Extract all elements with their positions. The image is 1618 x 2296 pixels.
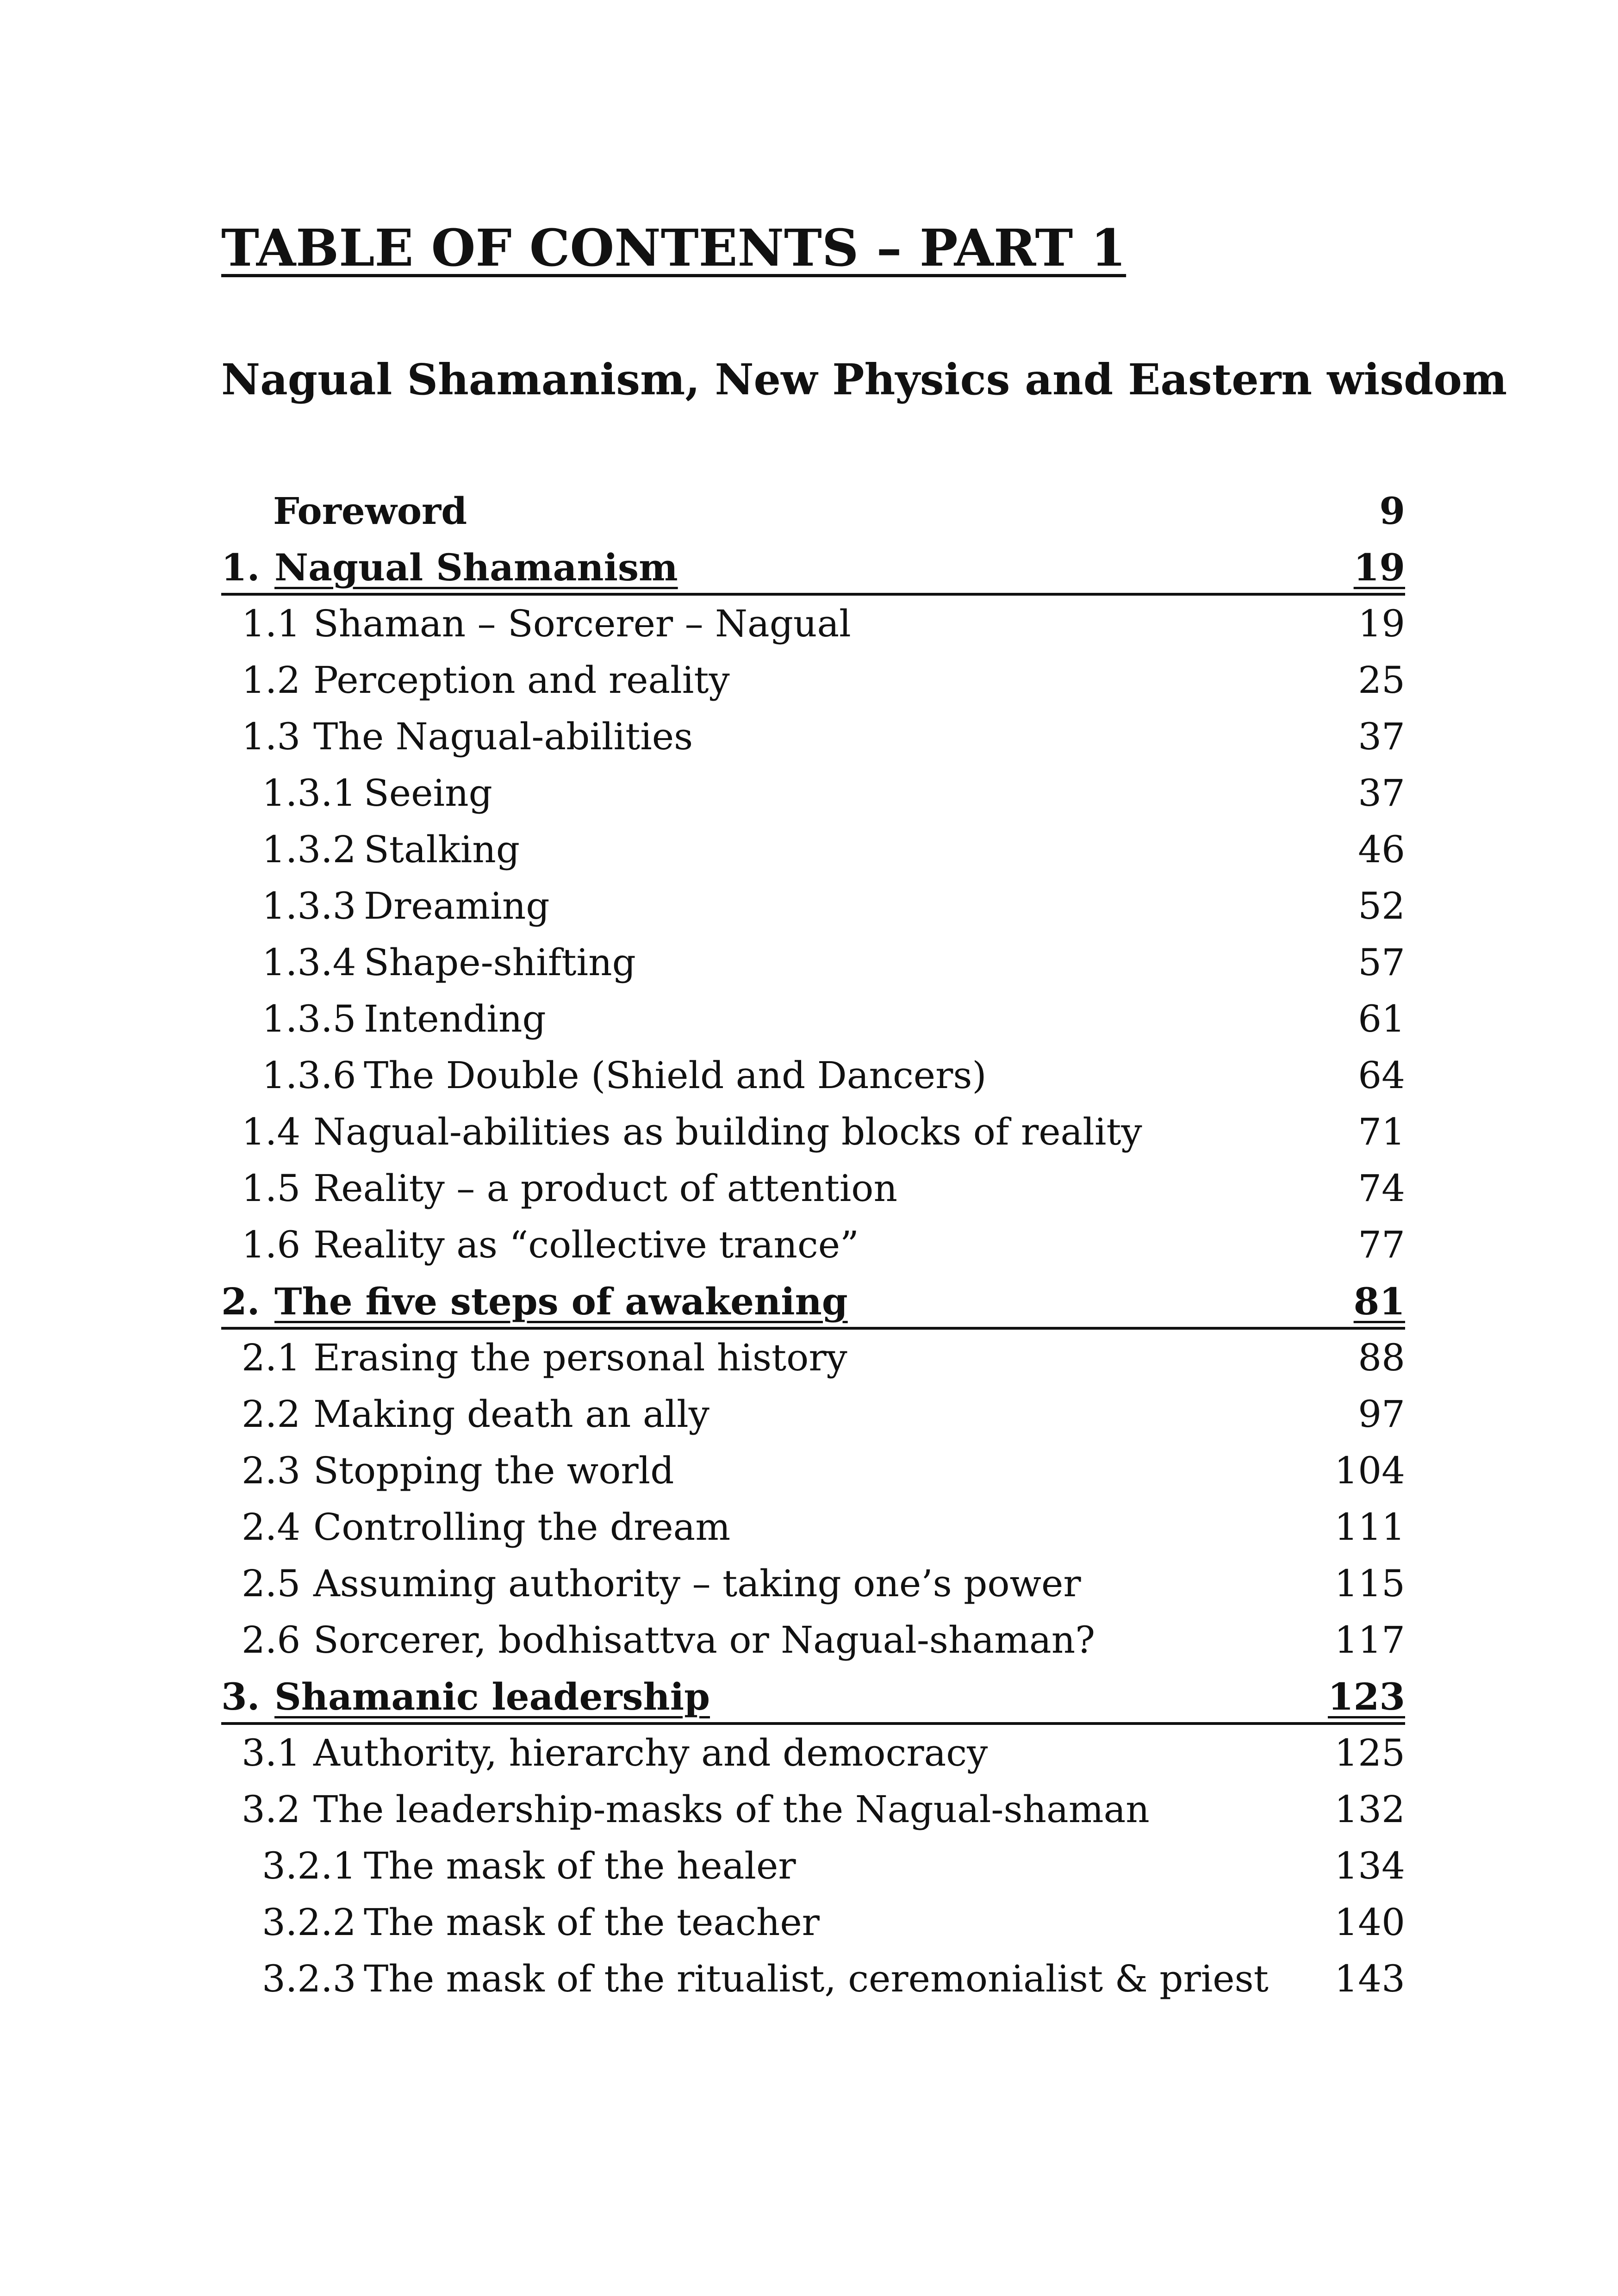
toc-entry-number: 2.6 xyxy=(242,1618,301,1661)
toc-page-number: 61 xyxy=(1358,997,1405,1040)
toc-page-number: 9 xyxy=(1379,489,1405,533)
toc-page-number: 64 xyxy=(1358,1054,1405,1097)
toc-entry-label xyxy=(262,991,546,1047)
toc-entry-text: Stalking xyxy=(364,828,520,871)
toc-entry xyxy=(221,934,1405,991)
toc-entry-text: Erasing the personal history xyxy=(313,1336,847,1379)
toc-chapter-2 xyxy=(221,1273,1405,1330)
toc-entry-number: 1.2 xyxy=(242,659,301,702)
toc-entry-number: 1.3 xyxy=(242,715,301,758)
toc-entry-number: 2.5 xyxy=(242,1562,301,1605)
toc-entry-number: 3.2 xyxy=(242,1788,301,1831)
toc-entry-number: 3.1 xyxy=(242,1731,301,1774)
toc-entry-label xyxy=(242,1781,1150,1838)
toc-entry-label xyxy=(242,1160,897,1217)
toc-page-number: 111 xyxy=(1334,1506,1405,1549)
toc-entry xyxy=(221,1499,1405,1556)
toc-page-number: 115 xyxy=(1334,1562,1405,1605)
toc-entry xyxy=(221,821,1405,878)
toc-entry-label xyxy=(262,1894,820,1951)
toc-entry xyxy=(221,652,1405,709)
toc-entry-text: Authority, hierarchy and democracy xyxy=(313,1731,988,1774)
toc-entry-number: 3.2.1 xyxy=(262,1844,356,1887)
toc-page-number: 52 xyxy=(1358,884,1405,927)
toc-entry xyxy=(221,991,1405,1047)
toc-page-number: 132 xyxy=(1334,1788,1405,1831)
toc-entry xyxy=(221,1612,1405,1668)
toc-entry-number: 2.3 xyxy=(242,1449,301,1492)
toc-entry-text: Perception and reality xyxy=(313,659,730,702)
toc-entry-text: Reality as “collective trance” xyxy=(313,1223,859,1266)
toc-page-number: 88 xyxy=(1358,1336,1405,1379)
toc-page-number: 19 xyxy=(1358,602,1405,645)
toc-entry-label xyxy=(262,1838,796,1894)
toc-entry-text: Nagual Shamanism xyxy=(274,546,678,589)
toc-entry-label xyxy=(221,1273,848,1330)
toc-entry-label xyxy=(242,709,693,765)
toc-entry-label xyxy=(242,652,730,709)
toc-entry xyxy=(221,1556,1405,1612)
toc-entry xyxy=(221,1781,1405,1838)
toc-entry-number: 3.2.3 xyxy=(262,1957,356,2000)
toc-entry xyxy=(221,1386,1405,1443)
toc-entry-number: 2.2 xyxy=(242,1393,301,1436)
toc-entry xyxy=(221,765,1405,821)
toc-entry-text: Seeing xyxy=(364,772,492,815)
toc-entry-number: 1. xyxy=(221,546,260,589)
toc-entry-label xyxy=(242,1725,988,1781)
toc-entry-text: The Double (Shield and Dancers) xyxy=(364,1054,987,1097)
toc-entry-number: 1.1 xyxy=(242,602,301,645)
toc-entry-text: Reality – a product of attention xyxy=(313,1167,897,1210)
toc-page-number: 123 xyxy=(1328,1675,1405,1718)
toc-entry xyxy=(221,1443,1405,1499)
toc-entry xyxy=(221,878,1405,934)
toc-entry-label xyxy=(242,596,851,652)
toc-entry-text: The mask of the ritualist, ceremonialist & priest xyxy=(364,1957,1269,2000)
toc-entry-text: Foreword xyxy=(273,489,467,533)
toc-entry xyxy=(221,1160,1405,1217)
toc-entry-label xyxy=(262,878,550,934)
toc-entry-label xyxy=(221,1668,710,1725)
toc-page-number: 97 xyxy=(1358,1393,1405,1436)
toc-entry-number: 2.4 xyxy=(242,1506,301,1549)
toc-entry-label xyxy=(242,1217,859,1273)
toc-entry-number: 1.6 xyxy=(242,1223,301,1266)
page-title: TABLE OF CONTENTS – PART 1 xyxy=(221,218,1126,278)
toc-entry-text: Shaman – Sorcerer – Nagual xyxy=(313,602,851,645)
toc-page-number: 19 xyxy=(1353,546,1405,589)
toc-entry-label xyxy=(262,821,520,878)
toc-entry-text: The mask of the healer xyxy=(364,1844,796,1887)
toc-entry-label xyxy=(273,483,467,539)
toc-entry-text: Stopping the world xyxy=(313,1449,674,1492)
toc-entry-text: Shape-shifting xyxy=(364,941,636,984)
toc-page-number: 104 xyxy=(1334,1449,1405,1492)
toc-entry-number: 1.3.1 xyxy=(262,772,356,815)
toc-entry xyxy=(221,596,1405,652)
toc-page-number: 37 xyxy=(1358,715,1405,758)
toc-page-number: 125 xyxy=(1334,1731,1405,1774)
toc-entry-number: 2. xyxy=(221,1280,260,1323)
toc-entry-label xyxy=(242,1612,1095,1668)
toc-entry-number: 1.3.3 xyxy=(262,884,356,927)
toc-entry xyxy=(221,1725,1405,1781)
toc-entry-text: The leadership-masks of the Nagual-shaman xyxy=(313,1788,1150,1831)
toc-page-number: 74 xyxy=(1358,1167,1405,1210)
toc-page-number: 25 xyxy=(1358,659,1405,702)
toc-entry xyxy=(221,1047,1405,1104)
toc-entry-foreword xyxy=(221,483,1405,539)
toc-entry-text: Controlling the dream xyxy=(313,1506,731,1549)
toc-entry-number: 2.1 xyxy=(242,1336,301,1379)
toc-entry xyxy=(221,1951,1405,2007)
toc-entry-text: The five steps of awakening xyxy=(274,1280,848,1323)
toc-entry-number: 3. xyxy=(221,1675,260,1718)
toc-chapter-1 xyxy=(221,539,1405,596)
toc-entry-label xyxy=(242,1556,1081,1612)
toc-entry xyxy=(221,709,1405,765)
toc-entry-text: Making death an ally xyxy=(313,1393,709,1436)
toc-page-number: 140 xyxy=(1334,1901,1405,1944)
toc-page-number: 37 xyxy=(1358,772,1405,815)
toc-entry xyxy=(221,1217,1405,1273)
page-subtitle: Nagual Shamanism, New Physics and Eastern wisdom xyxy=(221,355,1507,404)
toc-entry-text: Shamanic leadership xyxy=(274,1675,710,1718)
toc-entry-number: 1.3.2 xyxy=(262,828,356,871)
toc-list xyxy=(221,483,1405,2007)
toc-entry-number: 1.3.6 xyxy=(262,1054,356,1097)
toc-page-number: 71 xyxy=(1358,1110,1405,1153)
toc-entry-text: Nagual-abilities as building blocks of reality xyxy=(313,1110,1142,1153)
toc-entry-number: 1.3.5 xyxy=(262,997,356,1040)
toc-page-number: 117 xyxy=(1334,1618,1405,1661)
toc-entry-number: 1.5 xyxy=(242,1167,301,1210)
toc-entry-label xyxy=(262,1951,1269,2007)
toc-entry xyxy=(221,1838,1405,1894)
toc-entry-number: 1.3.4 xyxy=(262,941,356,984)
toc-entry-text: The mask of the teacher xyxy=(364,1901,820,1944)
toc-entry-label xyxy=(242,1386,709,1443)
toc-entry-label xyxy=(242,1104,1142,1160)
toc-page-number: 134 xyxy=(1334,1844,1405,1887)
toc-entry-label xyxy=(262,934,636,991)
toc-page-number: 143 xyxy=(1334,1957,1405,2000)
toc-entry-text: Intending xyxy=(364,997,546,1040)
toc-entry-label xyxy=(242,1330,847,1386)
toc-entry-text: The Nagual-abilities xyxy=(313,715,693,758)
toc-entry-text: Sorcerer, bodhisattva or Nagual-shaman? xyxy=(313,1618,1095,1661)
toc-entry-label xyxy=(262,1047,987,1104)
toc-entry-label xyxy=(221,539,678,596)
toc-entry xyxy=(221,1330,1405,1386)
toc-entry-text: Assuming authority – taking one’s power xyxy=(313,1562,1081,1605)
toc-chapter-3 xyxy=(221,1668,1405,1725)
toc-page-number: 46 xyxy=(1358,828,1405,871)
toc-entry-number: 3.2.2 xyxy=(262,1901,356,1944)
toc-page-number: 81 xyxy=(1353,1280,1405,1323)
toc-page-number: 57 xyxy=(1358,941,1405,984)
toc-entry-label xyxy=(242,1443,674,1499)
toc-entry xyxy=(221,1894,1405,1951)
toc-page-number: 77 xyxy=(1358,1223,1405,1266)
toc-entry-text: Dreaming xyxy=(364,884,550,927)
toc-entry xyxy=(221,1104,1405,1160)
toc-entry-number: 1.4 xyxy=(242,1110,301,1153)
toc-entry-label xyxy=(242,1499,730,1556)
toc-entry-label xyxy=(262,765,492,821)
